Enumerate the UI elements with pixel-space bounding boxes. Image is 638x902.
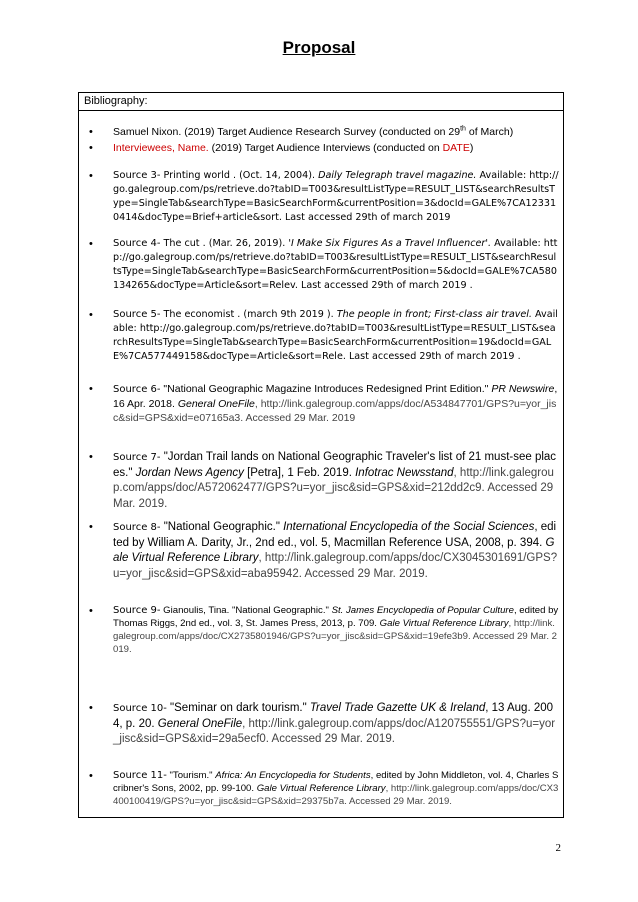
bullet-icon: • — [89, 309, 93, 321]
entry-text: Source 9- Gianoulis, Tina. "National Geographic." St. James Encyclopedia of Popular Culture, edited by Thomas Riggs, 2nd ed., vol. 3, St. James Press, 2013, p. 709. Gale Virtual Reference Library, http://link.galegroup.com/apps/doc/CX2735801946/GPS?u=yor_jisc&sid=GPS&xid=19efe3b9. Accessed 29 Mar. 2019. — [113, 605, 559, 655]
bullet-icon: • — [89, 451, 93, 463]
list-item — [89, 237, 559, 293]
entry-text: Interviewees, Name. (2019) Target Audience Interviews (conducted on DATE) — [113, 142, 474, 154]
entry-text: Source 11- "Tourism." Africa: An Encyclopedia for Students, edited by John Middleton, vol. 4, Charles Scribner's Sons, 2002, pp. 99-100. Gale Virtual Reference Library, http://link.galegroup.com/apps/doc/CX3400100419/GPS?u=yor_jisc&sid=GPS&xid=29375b7a. Accessed 29 Mar. 2019. — [113, 770, 559, 807]
entry-text: Source 3- Printing world . (Oct. 14, 2004). Daily Telegraph travel magazine. Available: http://go.galegroup.com/ps/retrieve.do?tabID=T003&resultListType=RESULT_LIST&searchResultsType=SingleTab&searchType=BasicSearchForm&currentPosition=3&docId=GALE%7CA123310414&docType=Brief+article&sort. Last accessed 29th of march 2019 — [113, 170, 559, 223]
entry-text: Samuel Nixon. (2019) Target Audience Research Survey (conducted on 29th of March) — [113, 125, 514, 138]
list-item — [89, 125, 559, 139]
list-item — [89, 308, 559, 364]
bullet-icon: • — [89, 383, 93, 395]
list-item — [89, 701, 559, 748]
list-item — [89, 141, 559, 155]
entry-text: Source 6- "National Geographic Magazine Introduces Redesigned Print Edition." PR Newswire, 16 Apr. 2018. General OneFile, http://link.galegroup.com/apps/doc/A534847701/GPS?u=yor_jisc&sid=GPS&xid=e07165a3. Accessed 29 Mar. 2019 — [113, 383, 558, 424]
bibliography-box — [78, 92, 564, 818]
entry-text: Source 7- "Jordan Trail lands on National Geographic Traveler's list of 21 must-see places." Jordan News Agency [Petra], 1 Feb. 2019. Infotrac Newsstand, http://link.galegroup.com/apps/doc/A572062477/GPS?u=yor_jisc&sid=GPS&xid=212dd2c9. Accessed 29 Mar. 2019. — [113, 451, 557, 510]
entry-text: Source 4- The cut . (Mar. 26, 2019). 'I Make Six Figures As a Travel Influencer'. Available: http://go.galegroup.com/ps/retrieve.do?tabID=T003&resultListType=RESULT_LIST&searchResultsType=SingleTab&searchType=BasicSearchForm&currentPosition=5&docId=GALE%7CA580134265&docType=Article&sort=Relev. Last accessed 29th of march 2019 . — [113, 238, 558, 291]
bullet-icon: • — [89, 770, 93, 782]
entry-text: Source 8- "National Geographic." International Encyclopedia of the Social Sciences, edited by William A. Darity, Jr., 2nd ed., vol. 5, Macmillan Reference USA, 2008, p. 394. Gale Virtual Reference Library, http://link.galegroup.com/apps/doc/CX3045301691/GPS?u=yor_jisc&sid=GPS&xid=aba95942. Accessed 29 Mar. 2019. — [113, 521, 558, 580]
bullet-icon: • — [89, 702, 93, 714]
page-title: Proposal — [282, 38, 356, 57]
list-item — [89, 604, 559, 656]
list-item — [89, 769, 559, 808]
entry-text: Source 10- "Seminar on dark tourism." Travel Trade Gazette UK & Ireland, 13 Aug. 2004, p. 20. General OneFile, http://link.galegroup.com/apps/doc/A120755551/GPS?u=yor_jisc&sid=GPS&xid=29a5ecf0. Accessed 29 Mar. 2019. — [113, 702, 556, 745]
bullet-icon: • — [89, 238, 93, 250]
list-item — [89, 520, 559, 582]
bullet-icon: • — [89, 521, 93, 533]
bullet-icon: • — [89, 142, 93, 154]
list-item — [89, 169, 559, 225]
page-number: 2 — [555, 842, 561, 854]
bullet-icon: • — [89, 126, 93, 138]
list-item — [89, 382, 559, 425]
bibliography-label: Bibliography: — [79, 93, 563, 111]
entry-text: Source 5- The economist . (march 9th 2019 ). The people in front; First-class air travel. Available: http://go.galegroup.com/ps/retrieve.do?tabID=T003&resultListType=RESULT_LIST&searchResultsType=SingleTab&searchType=BasicSearchForm&currentPosition=19&docId=GALE%7CA577449158&docType=Article&sort=Rele. Last accessed 29th of march 2019 . — [113, 309, 558, 362]
list-item — [89, 450, 559, 512]
bullet-icon: • — [89, 170, 93, 182]
bullet-icon: • — [89, 605, 93, 617]
